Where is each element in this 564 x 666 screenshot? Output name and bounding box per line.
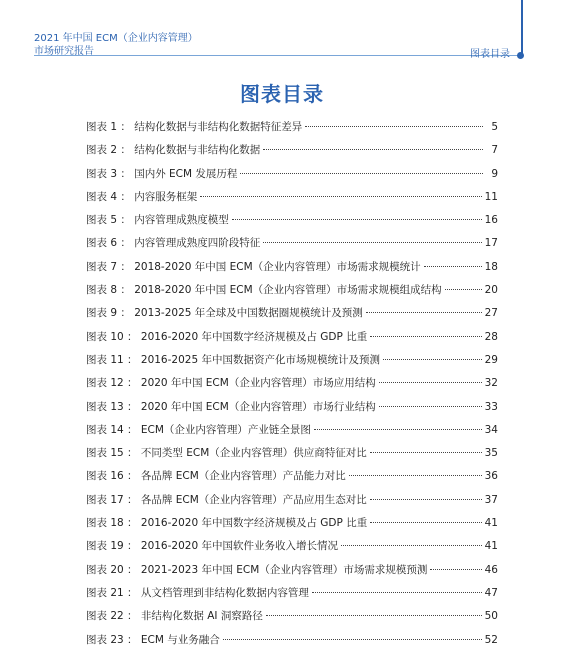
toc-entry[interactable]: [86, 515, 498, 538]
toc-entry-title: 结构化数据与非结构化数据特征差异: [134, 121, 303, 133]
toc-entry-label: 图表 6 ：: [86, 237, 131, 250]
toc-entry-page-number: 47: [484, 586, 498, 599]
toc-entry-page-number: 34: [484, 423, 498, 436]
toc-entry-page-number: 32: [484, 377, 498, 390]
toc-entry-label: 图表 22 ：: [86, 610, 138, 623]
toc-entry-title: 2018-2020 年中国 ECM（企业内容管理）市场需求规模统计: [134, 260, 421, 273]
dot-leader: [430, 569, 481, 570]
toc-entry-title: 2020 年中国 ECM（企业内容管理）市场行业结构: [140, 400, 376, 413]
toc-entry[interactable]: [86, 399, 498, 422]
toc-entry-label: 图表 19 ：: [86, 540, 138, 553]
toc-entry-page-number: 28: [484, 330, 498, 343]
dot-leader: [240, 173, 483, 174]
toc-entry-page-number: 33: [484, 400, 498, 413]
toc-entry[interactable]: [86, 445, 498, 468]
dot-leader: [383, 359, 482, 360]
toc-entry-label: 图表 13 ：: [86, 400, 138, 413]
toc-entry-page-number: 27: [484, 307, 498, 320]
toc-entry[interactable]: [86, 282, 498, 305]
toc-entry[interactable]: [86, 562, 498, 585]
toc-entry[interactable]: [86, 259, 498, 282]
toc-entry-title: 各品牌 ECM（企业内容管理）产品应用生态对比: [140, 493, 367, 506]
dot-leader: [366, 312, 482, 313]
toc-entry-page-number: 5: [491, 121, 498, 133]
report-title-line1: 2021 年中国 ECM（企业内容管理）: [34, 33, 198, 44]
dot-leader: [379, 406, 482, 407]
toc-entry-page-number: 7: [491, 144, 498, 157]
toc-entry-page-number: 18: [484, 260, 498, 273]
toc-entry-page-number: 17: [484, 237, 498, 250]
toc-entry[interactable]: [86, 212, 498, 235]
toc-entry-page-number: 41: [484, 540, 498, 553]
toc-entry-label: 图表 16 ：: [86, 470, 138, 483]
toc-entry-label: 图表 4 ：: [86, 190, 131, 203]
toc-entry[interactable]: [86, 492, 498, 515]
toc-entry[interactable]: [86, 538, 498, 561]
page-title: 图表目录: [240, 82, 324, 106]
report-title-line2: 市场研究报告: [34, 46, 94, 57]
section-label: 图表目录: [470, 49, 510, 60]
dot-leader: [312, 592, 482, 593]
toc-entry[interactable]: [86, 119, 498, 142]
toc-entry-page-number: 11: [484, 190, 498, 203]
toc-entry-title: 2016-2025 年中国数据资产化市场规模统计及预测: [140, 353, 380, 366]
toc-entry-label: 图表 2 ：: [86, 144, 131, 157]
toc-entry[interactable]: [86, 468, 498, 491]
toc-entry-label: 图表 11 ：: [86, 353, 138, 366]
dot-leader: [232, 219, 482, 220]
toc-entry-title: 2013-2025 年全球及中国数据圈规模统计及预测: [134, 307, 363, 320]
toc-entry-page-number: 50: [484, 610, 498, 623]
dot-leader: [223, 639, 482, 640]
toc-entry-title: 2020 年中国 ECM（企业内容管理）市场应用结构: [140, 377, 376, 390]
dot-leader: [370, 452, 482, 453]
decorative-vertical-line: [521, 0, 523, 54]
toc-entry-title: 内容管理成熟度模型: [134, 214, 229, 227]
dot-leader: [370, 522, 481, 523]
toc-entry-page-number: 46: [484, 563, 498, 576]
page-header: [34, 32, 530, 58]
toc-entry-label: 图表 12 ：: [86, 377, 138, 390]
toc-entry-label: 图表 20 ：: [86, 563, 138, 576]
toc-entry-label: 图表 21 ：: [86, 586, 138, 599]
toc-entry[interactable]: [86, 142, 498, 165]
dot-leader: [263, 242, 481, 243]
toc-entry-label: 图表 15 ：: [86, 447, 138, 460]
dot-leader: [314, 429, 482, 430]
toc-entry[interactable]: [86, 585, 498, 608]
toc-entry[interactable]: [86, 352, 498, 375]
dot-leader: [424, 266, 482, 267]
toc-entry-title: 2016-2020 年中国软件业务收入增长情况: [140, 540, 338, 553]
toc-entry-title: 2016-2020 年中国数字经济规模及占 GDP 比重: [140, 517, 368, 530]
toc-entry-page-number: 35: [484, 447, 498, 460]
toc-entry-title: 不同类型 ECM（企业内容管理）供应商特征对比: [140, 447, 367, 460]
toc-entry-page-number: 52: [484, 633, 498, 646]
toc-entry-title: 内容管理成熟度四阶段特征: [134, 237, 261, 250]
toc-entry-page-number: 9: [491, 167, 498, 180]
dot-leader: [305, 126, 483, 127]
toc-entry-label: 图表 14 ：: [86, 423, 138, 436]
dot-leader: [349, 475, 482, 476]
toc-entry-label: 图表 3 ：: [86, 167, 131, 180]
toc-entry-label: 图表 9 ：: [86, 307, 131, 320]
decorative-dot: [517, 52, 524, 59]
header-divider: [34, 55, 520, 56]
toc-entry-label: 图表 23 ：: [86, 633, 138, 646]
toc-entry[interactable]: [86, 305, 498, 328]
toc-entry-title: 非结构化数据 AI 洞察路径: [140, 610, 263, 623]
dot-leader: [370, 336, 481, 337]
dot-leader: [445, 289, 482, 290]
toc-entry-title: ECM 与业务融合: [140, 633, 220, 646]
toc-entry-page-number: 36: [484, 470, 498, 483]
figure-list: [86, 119, 498, 655]
toc-entry-title: 结构化数据与非结构化数据: [134, 144, 261, 157]
toc-entry-page-number: 41: [484, 517, 498, 530]
toc-entry-label: 图表 1 ：: [86, 121, 131, 133]
dot-leader: [341, 545, 482, 546]
toc-entry[interactable]: [86, 422, 498, 445]
toc-entry-label: 图表 10 ：: [86, 330, 138, 343]
dot-leader: [370, 499, 482, 500]
toc-entry[interactable]: [86, 329, 498, 352]
dot-leader: [263, 149, 483, 150]
toc-entry-title: 各品牌 ECM（企业内容管理）产品能力对比: [140, 470, 346, 483]
toc-entry-title: 内容服务框架: [134, 190, 198, 203]
toc-entry-title: 国内外 ECM 发展历程: [134, 167, 238, 180]
toc-entry-title: 从文档管理到非结构化数据内容管理: [140, 586, 309, 599]
dot-leader: [200, 196, 481, 197]
toc-entry[interactable]: [86, 608, 498, 631]
toc-entry-page-number: 20: [484, 284, 498, 297]
toc-entry[interactable]: [86, 235, 498, 258]
toc-entry-page-number: 37: [484, 493, 498, 506]
toc-entry[interactable]: [86, 632, 498, 655]
toc-entry-title: ECM（企业内容管理）产业链全景图: [140, 423, 311, 436]
toc-entry-label: 图表 18 ：: [86, 517, 138, 530]
toc-entry-title: 2018-2020 年中国 ECM（企业内容管理）市场需求规模组成结构: [134, 284, 442, 297]
toc-entry-page-number: 29: [484, 353, 498, 366]
toc-entry-title: 2016-2020 年中国数字经济规模及占 GDP 比重: [140, 330, 368, 343]
dot-leader: [266, 615, 482, 616]
toc-entry-label: 图表 5 ：: [86, 214, 131, 227]
toc-entry-label: 图表 8 ：: [86, 284, 131, 297]
toc-entry[interactable]: [86, 189, 498, 212]
toc-entry[interactable]: [86, 166, 498, 189]
toc-entry-page-number: 16: [484, 214, 498, 227]
toc-entry-title: 2021-2023 年中国 ECM（企业内容管理）市场需求规模预测: [140, 563, 428, 576]
dot-leader: [379, 382, 482, 383]
toc-entry-label: 图表 17 ：: [86, 493, 138, 506]
toc-entry[interactable]: [86, 375, 498, 398]
toc-entry-label: 图表 7 ：: [86, 260, 131, 273]
